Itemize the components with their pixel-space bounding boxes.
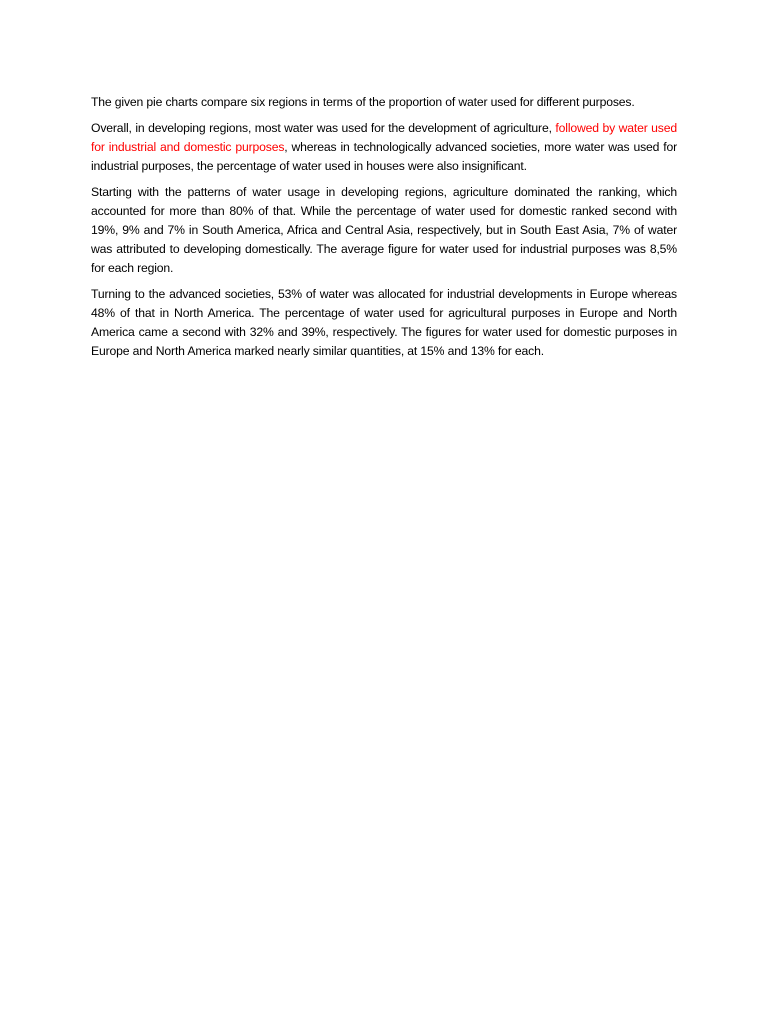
paragraph-overview [91,119,677,176]
document-page [91,93,677,368]
overview-highlighted-text: followed by water used for industrial and domestic purposes [91,121,678,154]
paragraph-advanced-societies: Turning to the advanced societies, 53% of water was allocated for industrial developments in Europe whereas 48% of that in North America. The percentage of water used for agricultural purposes in Europe and North America came a second with 32% and 39%, respectively. The figures for water used for domestic purposes in Europe and North America marked nearly similar quantities, at 15% and 13% for each. [91,287,677,358]
paragraph-developing-regions: Starting with the patterns of water usage in developing regions, agriculture dominated the ranking, which accounted for more than 80% of that. While the percentage of water used for domestic ranked second with 19%, 9% and 7% in South America, Africa and Central Asia, respectively, but in South East Asia, 7% of water was attributed to developing domestically. The average figure for water used for industrial purposes was 8,5% for each region. [91,185,677,275]
paragraph-intro: The given pie charts compare six regions in terms of the proportion of water used for different purposes. [91,95,635,109]
overview-text-end: , whereas in technologically advanced societies, more water was used for industrial purposes, the percentage of water used in houses were also insignificant. [91,140,677,173]
overview-text-start: Overall, in developing regions, most water was used for the development of agriculture, [91,121,556,135]
